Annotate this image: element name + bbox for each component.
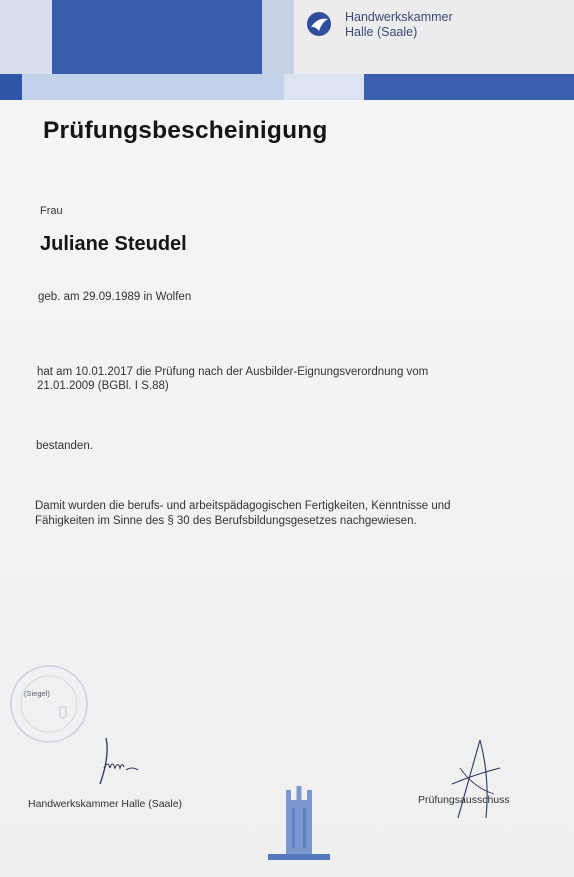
closing-line-1: Damit wurden die berufs- und arbeitspädagogischen Fertigkeiten, Kenntnisse und (35, 500, 451, 512)
embossed-seal-icon (8, 663, 90, 745)
closing-line-2: Fähigkeiten im Sinne des § 30 des Berufsbildungsgesetzes nachgewiesen. (35, 515, 417, 527)
tower-emblem-icon (266, 784, 332, 866)
birth-info: geb. am 29.09.1989 in Wolfen (38, 291, 192, 303)
signature-left-icon (88, 734, 152, 790)
header-stripe (0, 74, 574, 100)
header-band (0, 0, 574, 74)
signatory-right: Prüfungsausschuss (418, 794, 510, 806)
exam-line-1: hat am 10.01.2017 die Prüfung nach der Ausbilder-Eignungsverordnung vom (37, 366, 429, 378)
signatory-left: Handwerkskammer Halle (Saale) (28, 798, 183, 810)
organization-name-line2: Halle (Saale) (345, 25, 418, 39)
organization-logo (306, 10, 453, 40)
closing-statement (35, 499, 525, 529)
chamber-logo-icon (306, 11, 332, 37)
exam-statement (37, 365, 507, 393)
signature-right-icon (450, 738, 504, 822)
document-title: Prüfungsbescheinigung (43, 117, 328, 144)
recipient-name: Juliane Steudel (40, 233, 187, 255)
salutation: Frau (40, 205, 63, 217)
seal-label: (Siegel) (24, 689, 50, 698)
exam-line-2: 21.01.2009 (BGBl. I S.88) (37, 380, 169, 392)
passed-text: bestanden. (36, 440, 93, 452)
header-blue-block (52, 0, 262, 74)
organization-name-line1: Handwerkskammer (345, 10, 453, 24)
